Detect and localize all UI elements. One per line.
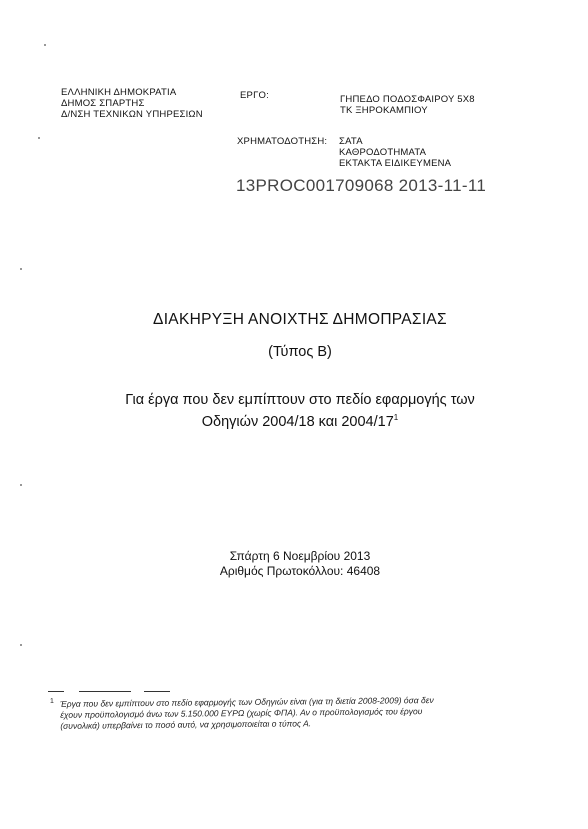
footnote-mark: 1 xyxy=(49,697,54,705)
footnote-line-2: έχουν προϋπολογισμό άνω των 5.150.000 ΕΥΡΩ (χωρίς ΦΠΑ). Αν ο προϋπολογισμός του έργου xyxy=(60,706,423,720)
document-id-stamp: 13PROC001709068 2013-11-11 xyxy=(236,176,487,195)
page-subtitle: (Τύπος Β) xyxy=(268,344,332,360)
funding-source-2: ΚΑΘΡΟΔΟΤΗΜΑΤΑ xyxy=(339,147,427,158)
scope-line-2-text: Οδηγιών 2004/18 και 2004/17 xyxy=(201,413,394,430)
scan-speck xyxy=(44,44,46,46)
project-location: ΤΚ ΞΗΡΟΚΑΜΠΙΟΥ xyxy=(340,105,428,116)
issuer-country: ΕΛΛΗΝΙΚΗ ΔΗΜΟΚΡΑΤΙΑ xyxy=(61,87,177,98)
footnote xyxy=(50,694,540,732)
footnote-separator xyxy=(79,691,131,692)
footnote-line-3: (συνολικά) υπερβαίνει το ποσό αυτό, να χρησιμοποιείται ο τύπος Α. xyxy=(60,718,312,731)
scope-line-2 xyxy=(12,409,588,431)
scope-statement xyxy=(0,392,588,431)
footnote-line-1: Έργα που δεν εμπίπτουν στο πεδίο εφαρμογής των Οδηγιών είναι (για τη διετία 2008-2009) όσα δεν xyxy=(59,694,434,709)
date-line: Σπάρτη 6 Νοεμβρίου 2013 xyxy=(229,549,371,563)
scan-speck xyxy=(38,137,40,139)
project-name: ΓΗΠΕΔΟ ΠΟΔΟΣΦΑΙΡΟΥ 5Χ8 xyxy=(340,94,475,105)
scan-speck xyxy=(20,484,22,486)
funding-source-3: ΕΚΤΑΚΤΑ ΕΙΔΙΚΕΥΜΕΝΑ xyxy=(339,158,452,169)
funding-source-1: ΣΑΤΑ xyxy=(339,136,363,147)
protocol-number: Αριθμός Πρωτοκόλλου: 46408 xyxy=(219,564,381,578)
footnote-separator xyxy=(144,691,170,692)
scan-speck xyxy=(20,268,22,270)
footnote-reference: 1 xyxy=(393,413,399,422)
project-label: ΕΡΓΟ: xyxy=(240,90,269,101)
scope-line-1: Για έργα που δεν εμπίπτουν στο πεδίο εφαρμογής των xyxy=(125,392,475,408)
funding-label: ΧΡΗΜΑΤΟΔΟΤΗΣΗ: xyxy=(237,136,328,147)
date-block xyxy=(0,549,588,579)
issuer-department: Δ/ΝΣΗ ΤΕΧΝΙΚΩΝ ΥΠΗΡΕΣΙΩΝ xyxy=(61,109,203,120)
page-title: ΔΙΑΚΗΡΥΞΗ ΑΝΟΙΧΤΗΣ ΔΗΜΟΠΡΑΣΙΑΣ xyxy=(153,311,447,328)
scan-speck xyxy=(20,644,22,646)
footnote-separator xyxy=(48,691,64,692)
issuer-municipality: ΔΗΜΟΣ ΣΠΑΡΤΗΣ xyxy=(61,98,145,109)
